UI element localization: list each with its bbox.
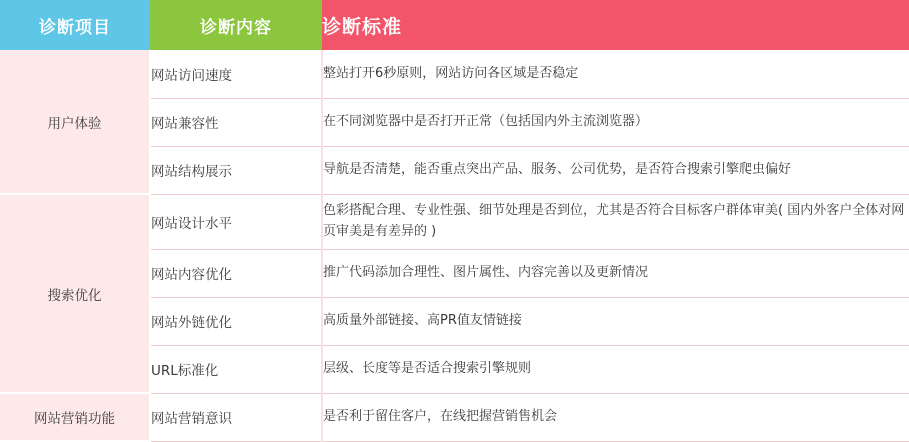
item-cell-site-speed: 网站访问速度 — [150, 50, 322, 98]
standard-cell-content-opt: 推广代码添加合理性、图片属性、内容完善以及更新情况 — [322, 249, 909, 297]
header-cell-content: 诊断内容 — [150, 0, 322, 50]
item-cell-marketing-awareness: 网站营销意识 — [150, 393, 322, 441]
item-cell-structure: 网站结构展示 — [150, 146, 322, 194]
standard-cell-backlink-opt: 高质量外部链接、高PR值友情链接 — [322, 297, 909, 345]
table-header-row — [0, 0, 909, 50]
category-cell-user-experience: 用户体验 — [0, 50, 150, 194]
standard-cell-url-standard: 层级、长度等是否适合搜索引擎规则 — [322, 345, 909, 393]
item-cell-content-opt: 网站内容优化 — [150, 249, 322, 297]
standard-cell-compatibility: 在不同浏览器中是否打开正常（包括国内外主流浏览器） — [322, 98, 909, 146]
table-row — [0, 393, 909, 441]
item-cell-design-level: 网站设计水平 — [150, 194, 322, 249]
item-cell-compatibility: 网站兼容性 — [150, 98, 322, 146]
item-cell-url-standard: URL标准化 — [150, 345, 322, 393]
standard-cell-structure: 导航是否清楚，能否重点突出产品、服务、公司优势，是否符合搜索引擎爬虫偏好 — [322, 146, 909, 194]
category-cell-marketing: 网站营销功能 — [0, 393, 150, 441]
standard-cell-design-level: 色彩搭配合理、专业性强、细节处理是否到位，尤其是否符合目标客户群体审美( 国内外客户全体对网页审美是有差异的 ) — [322, 194, 909, 249]
header-cell-standard: 诊断标准 — [322, 0, 909, 50]
item-cell-backlink-opt: 网站外链优化 — [150, 297, 322, 345]
table-row — [0, 194, 909, 249]
category-cell-seo: 搜索优化 — [0, 194, 150, 393]
table-row — [0, 50, 909, 98]
header-cell-project: 诊断项目 — [0, 0, 150, 50]
standard-cell-site-speed: 整站打开6秒原则，网站访问各区域是否稳定 — [322, 50, 909, 98]
standard-cell-marketing-awareness: 是否利于留住客户，在线把握营销售机会 — [322, 393, 909, 441]
